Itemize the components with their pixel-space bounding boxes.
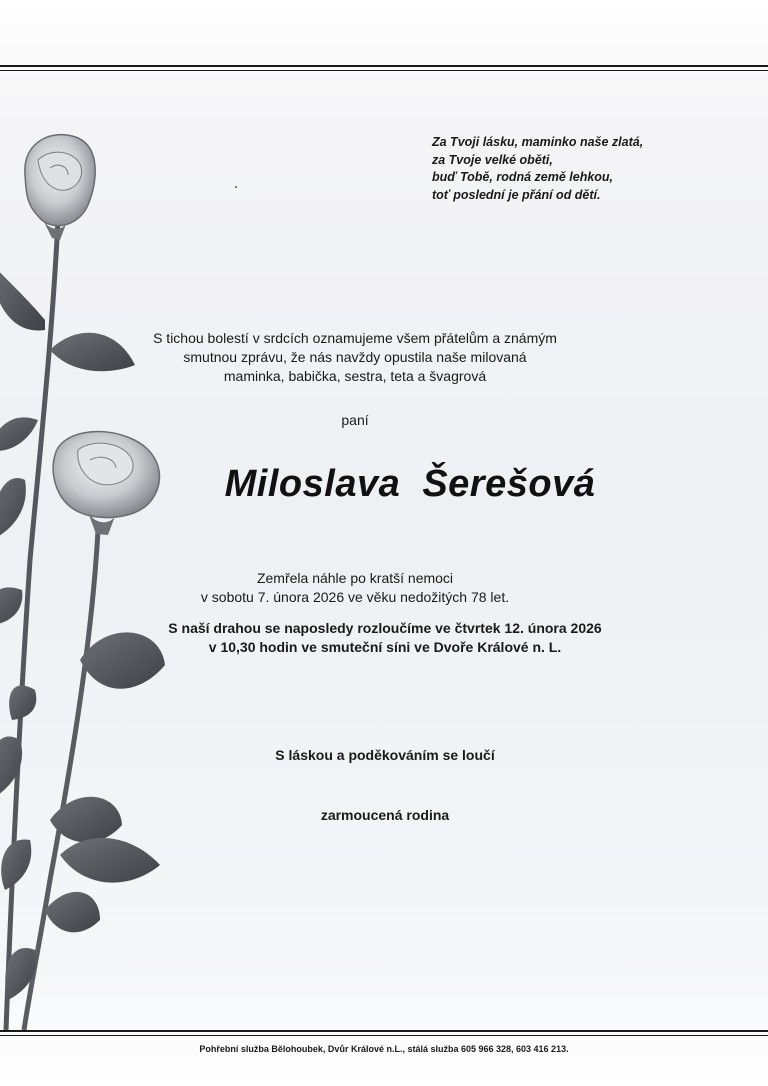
announcement-line: smutnou zprávu, že nás navždy opustila naše milovaná: [183, 349, 527, 365]
poem-line: buď Tobě, rodná země lehkou,: [432, 170, 614, 184]
death-line: v sobotu 7. února 2026 ve věku nedožitých 78 let.: [200, 589, 510, 605]
death-line: Zemřela náhle po kratší nemoci: [256, 570, 454, 586]
memorial-poem: [432, 134, 732, 204]
speck: [235, 186, 237, 188]
deceased-name: Miloslava Šerešová: [224, 463, 596, 505]
funeral-service-footer: Pohřební služba Bělohoubek, Dvůr Králové n.L., stálá služba 605 966 328, 603 416 213.: [199, 1044, 569, 1054]
death-details: [55, 569, 655, 607]
top-border-line-thin: [0, 70, 768, 71]
poem-line: za Tvoje velké oběti,: [432, 152, 553, 167]
poem-line: toť poslední je přání od dětí.: [432, 187, 601, 202]
announcement-line: S tichou bolestí v srdcích oznamujeme všem přátelům a známým: [153, 330, 557, 346]
closing-thanks: S láskou a poděkováním se loučí: [275, 747, 495, 763]
bottom-border-line-thin: [0, 1035, 768, 1036]
poem-line: Za Tvoji lásku, maminko naše zlatá,: [432, 135, 644, 149]
funeral-details: [5, 619, 765, 657]
announcement-text: [55, 329, 655, 386]
funeral-line: S naší drahou se naposledy rozloučíme ve čtvrtek 12. února 2026: [168, 620, 602, 636]
honorific: paní: [341, 412, 369, 428]
bottom-border-line: [0, 1030, 768, 1032]
closing-signature: zarmoucená rodina: [320, 807, 450, 823]
announcement-line: maminka, babička, sestra, teta a švagrová: [223, 368, 487, 384]
funeral-line: v 10,30 hodin ve smuteční síni ve Dvoře Králové n. L.: [208, 639, 562, 655]
top-border-line: [0, 65, 768, 67]
rose-flower-upper: [25, 135, 95, 240]
